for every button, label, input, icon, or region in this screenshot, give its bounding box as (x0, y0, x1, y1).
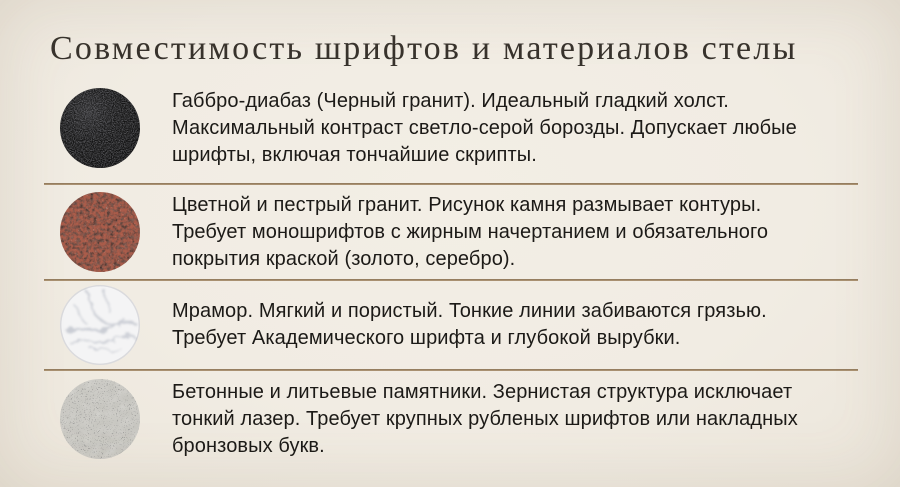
description-line: бронзовых букв. (172, 434, 325, 457)
material-row-black-granite (44, 73, 858, 183)
concrete-swatch-icon (60, 379, 140, 459)
material-description (172, 192, 768, 273)
description-line: Габбро-диабаз (Черный гранит). Идеальный гладкий холст. (172, 89, 729, 112)
description-line: Требует моношрифтов с жирным начертанием и обязательного (172, 220, 769, 243)
black-granite-swatch-icon (60, 88, 140, 168)
description-line: Требует Академического шрифта и глубокой вырубки. (172, 327, 681, 349)
material-description (172, 298, 767, 352)
material-row-red-granite (44, 185, 858, 279)
red-granite-swatch-icon (60, 192, 140, 272)
description-line: тонкий лазер. Требует крупных рубленых шрифтов или накладных (172, 407, 798, 430)
description-line: Бетонные и литьевые памятники. Зернистая структура исключает (172, 380, 793, 403)
description-line: Мрамор. Мягкий и пористый. Тонкие линии забиваются грязью. (172, 300, 767, 322)
material-list (44, 73, 858, 467)
material-row-marble (44, 281, 858, 369)
description-line: покрытия краской (золото, серебро). (172, 247, 516, 270)
marble-swatch-icon (60, 285, 140, 365)
page-title: Совместимость шрифтов и материалов стелы (50, 30, 798, 67)
description-line: Цветной и пестрый гранит. Рисунок камня размывает контуры. (172, 193, 762, 216)
description-line: Максимальный контраст светло-серой борозды. Допускает любые (172, 116, 797, 139)
material-description (172, 88, 797, 169)
description-line: шрифты, включая тончайшие скрипты. (172, 143, 537, 166)
material-description (172, 379, 798, 460)
material-row-concrete (44, 371, 858, 467)
